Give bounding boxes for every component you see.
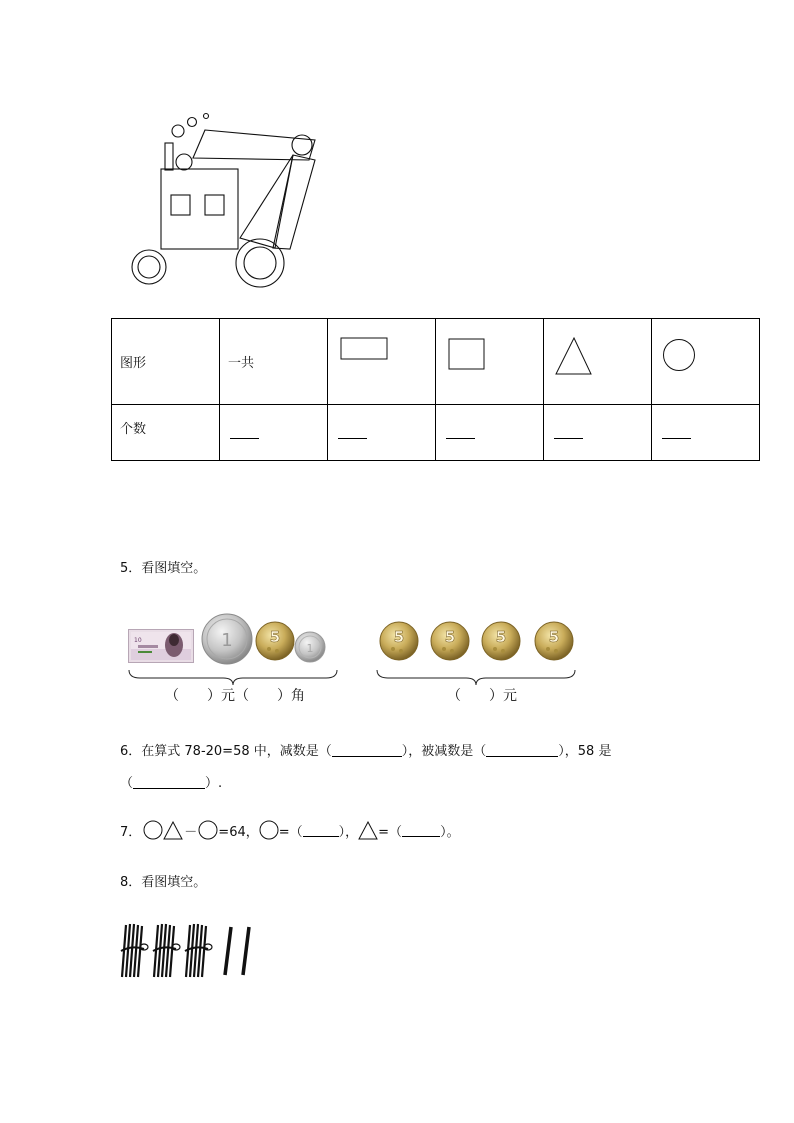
svg-text:5: 5 bbox=[548, 628, 560, 646]
q6-minuend-blank[interactable] bbox=[486, 743, 558, 757]
arm-triangle-right bbox=[273, 155, 315, 249]
rectangle-icon bbox=[340, 337, 388, 361]
svg-text:1: 1 bbox=[221, 630, 233, 651]
coin-5-jiao bbox=[534, 621, 574, 661]
coin-5-jiao bbox=[481, 621, 521, 661]
smoke-circle bbox=[204, 114, 209, 119]
q6-line-2 bbox=[120, 772, 222, 791]
q7-line bbox=[120, 820, 460, 840]
q6-subtrahend-blank[interactable] bbox=[332, 743, 402, 757]
svg-text:5: 5 bbox=[269, 628, 281, 646]
q5-title: 5．看图填空。 bbox=[120, 561, 207, 576]
total-label: 一共 bbox=[220, 319, 328, 405]
wheel-left-inner bbox=[138, 256, 160, 278]
single-stick bbox=[243, 927, 249, 975]
smoke-circle bbox=[188, 118, 197, 127]
brace-right-group bbox=[376, 668, 576, 686]
q5-right-answer[interactable]: （ ）元 bbox=[447, 688, 517, 704]
circle-blank[interactable] bbox=[652, 405, 760, 461]
q7-eq2: =（ bbox=[278, 824, 303, 840]
coin-5-jiao bbox=[430, 621, 470, 661]
svg-text:5: 5 bbox=[393, 628, 405, 646]
total-blank[interactable] bbox=[220, 405, 328, 461]
q7-minus: － bbox=[184, 824, 198, 840]
q6-text-d: （ bbox=[120, 776, 134, 791]
chimney-circle bbox=[176, 154, 192, 170]
rectangle-blank[interactable] bbox=[328, 405, 436, 461]
triangle-icon bbox=[358, 821, 378, 840]
triangle-icon bbox=[163, 821, 183, 840]
stick-bundle bbox=[153, 924, 180, 977]
coin-5-jiao bbox=[255, 621, 295, 661]
svg-text:10: 10 bbox=[134, 637, 142, 644]
brace-left-group bbox=[128, 668, 338, 686]
single-stick bbox=[225, 927, 231, 975]
q6-line-1 bbox=[120, 740, 611, 759]
coin-1-jiao bbox=[294, 631, 326, 663]
q7-equals: =64， bbox=[218, 824, 259, 840]
rectangle-cell bbox=[328, 319, 436, 405]
q7-close-end: ）。 bbox=[440, 824, 460, 840]
body-rect bbox=[161, 169, 238, 249]
svg-text:1: 1 bbox=[306, 642, 314, 655]
circle-icon bbox=[662, 338, 696, 372]
wheel-right-outer bbox=[236, 239, 284, 287]
q7-close-comma: ）， bbox=[338, 824, 359, 840]
tractor-figure bbox=[125, 108, 325, 293]
q7-eq3: =（ bbox=[378, 824, 403, 840]
q7-circle-blank[interactable] bbox=[303, 823, 339, 837]
chimney-rect bbox=[165, 143, 173, 170]
banknote-10-yuan bbox=[128, 629, 194, 663]
q8-title: 8．看图填空。 bbox=[120, 875, 207, 890]
coin-5-jiao bbox=[379, 621, 419, 661]
wheel-left-outer bbox=[132, 250, 166, 284]
header-row-label: 图形 bbox=[112, 319, 220, 405]
q6-difference-blank[interactable] bbox=[133, 775, 205, 789]
q5-left-answer[interactable]: （ ）元（ ）角 bbox=[165, 688, 305, 704]
q6-text-b: ），被减数是（ bbox=[401, 744, 487, 759]
window-right bbox=[205, 195, 224, 215]
triangle-cell bbox=[544, 319, 652, 405]
svg-text:5: 5 bbox=[495, 628, 507, 646]
square-cell bbox=[436, 319, 544, 405]
smoke-circle bbox=[172, 125, 184, 137]
square-blank[interactable] bbox=[436, 405, 544, 461]
svg-text:5: 5 bbox=[444, 628, 456, 646]
q7-prefix: 7． bbox=[120, 824, 142, 840]
arm-triangle-left bbox=[240, 155, 293, 248]
q7-triangle-blank[interactable] bbox=[402, 823, 440, 837]
triangle-icon bbox=[555, 337, 593, 375]
triangle-blank[interactable] bbox=[544, 405, 652, 461]
wheel-right-inner bbox=[244, 247, 276, 279]
square-icon bbox=[448, 338, 486, 370]
q6-text-e: ）. bbox=[205, 776, 223, 791]
counting-sticks-figure bbox=[118, 917, 258, 981]
shape-count-table bbox=[111, 318, 760, 461]
window-left bbox=[171, 195, 190, 215]
count-row-label: 个数 bbox=[112, 405, 220, 461]
q6-text-a: 6．在算式 78-20=58 中，减数是（ bbox=[120, 744, 332, 759]
circle-icon bbox=[143, 820, 163, 840]
stick-bundle bbox=[121, 924, 148, 977]
q6-text-c: ），58 是 bbox=[558, 744, 612, 759]
circle-icon bbox=[198, 820, 218, 840]
circle-icon bbox=[259, 820, 279, 840]
circle-cell bbox=[652, 319, 760, 405]
coin-1-yuan bbox=[201, 613, 253, 665]
joint-circle bbox=[292, 135, 312, 155]
stick-bundle bbox=[185, 924, 212, 977]
